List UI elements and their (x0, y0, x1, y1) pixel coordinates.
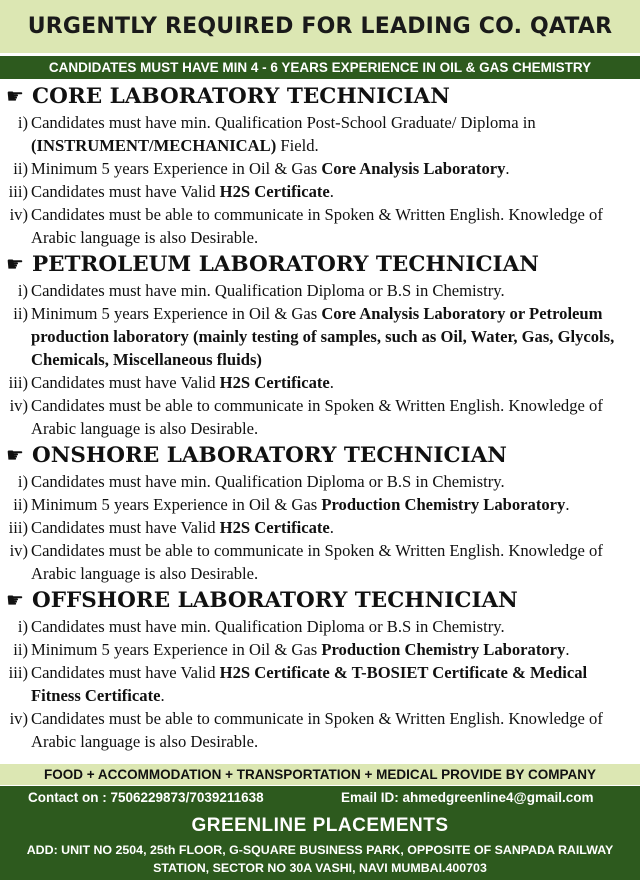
pointing-hand-icon: ☛ (6, 84, 24, 108)
list-item (0, 493, 640, 516)
item-text (31, 661, 640, 707)
item-text-part: Candidates must have Valid (31, 663, 220, 682)
item-number: iv) (9, 709, 28, 728)
item-text-part: . (565, 640, 570, 659)
item-emphasis: H2S Certificate & T-BOSIET Certificate & Medical Fitness Certificate (31, 663, 588, 705)
item-text (31, 707, 640, 753)
item-number: ii) (13, 304, 28, 323)
item-text-part: . (329, 373, 334, 392)
list-item (0, 279, 640, 302)
item-text (31, 516, 640, 539)
item-text (31, 638, 640, 661)
item-text (31, 180, 640, 203)
item-text-part: Candidates must have Valid (31, 373, 220, 392)
item-text-part: Field. (276, 136, 319, 155)
item-emphasis: Production Chemistry Laboratory (321, 495, 566, 514)
requirement-banner: CANDIDATES MUST HAVE MIN 4 - 6 YEARS EXPERIENCE IN OIL & GAS CHEMISTRY (0, 56, 640, 79)
item-text (31, 111, 640, 157)
item-text (31, 470, 640, 493)
pointing-hand-icon: ☛ (6, 443, 24, 467)
item-text (31, 203, 640, 249)
list-item (0, 157, 640, 180)
item-text (31, 279, 640, 302)
section-heading (6, 440, 640, 470)
list-item (0, 302, 640, 371)
list-item (0, 707, 640, 753)
item-emphasis: Core Analysis Laboratory or Petroleum production laboratory (mainly testing of samples, such as Oil, Water, Gas, Glycols, Chemicals, Miscellaneous fluids) (31, 304, 615, 369)
item-number: i) (17, 281, 28, 300)
item-text-part: Minimum 5 years Experience in Oil & Gas (31, 159, 322, 178)
item-number: ii) (13, 495, 28, 514)
item-text-part: . (329, 518, 334, 537)
pointing-hand-icon: ☛ (6, 588, 24, 612)
item-text (31, 615, 640, 638)
section-title: CORE LABORATORY TECHNICIAN (32, 83, 450, 109)
item-text-part: Candidates must be able to communicate in Spoken & Written English. Knowledge of Arabic language is also Desirable. (31, 709, 603, 751)
list-item (0, 615, 640, 638)
item-text-part: Candidates must have min. Qualification Diploma or B.S in Chemistry. (31, 617, 505, 636)
item-number: iii) (8, 663, 28, 682)
item-text-part: Candidates must have Valid (31, 182, 220, 201)
item-emphasis: Core Analysis Laboratory (321, 159, 506, 178)
item-number: ii) (13, 640, 28, 659)
item-number: iv) (9, 205, 28, 224)
benefits-banner: FOOD + ACCOMMODATION + TRANSPORTATION + MEDICAL PROVIDE BY COMPANY (0, 764, 640, 785)
job-section (0, 81, 640, 249)
item-text (31, 371, 640, 394)
item-text-part: Candidates must have Valid (31, 518, 220, 537)
item-text-part: . (160, 686, 165, 705)
list-item (0, 661, 640, 707)
section-heading (6, 249, 640, 279)
item-text-part: Candidates must have min. Qualification Diploma or B.S in Chemistry. (31, 472, 505, 491)
item-text-part: Candidates must have min. Qualification Post-School Graduate/ Diploma in (31, 113, 536, 132)
section-title: PETROLEUM LABORATORY TECHNICIAN (32, 251, 539, 277)
section-heading (6, 81, 640, 111)
list-item (0, 111, 640, 157)
item-text-part: . (565, 495, 570, 514)
list-item (0, 371, 640, 394)
item-number: iv) (9, 396, 28, 415)
item-number: i) (17, 113, 28, 132)
company-address: ADD: UNIT NO 2504, 25th FLOOR, G-SQUARE BUSINESS PARK, OPPOSITE OF SANPADA RAILWAY STATION, SECTOR NO 30A VASHI, NAVI MUMBAI.400703 (26, 843, 614, 875)
item-number: ii) (13, 159, 28, 178)
list-item (0, 203, 640, 249)
list-item (0, 180, 640, 203)
contact-phone: Contact on : 7506229873/7039211638 (28, 789, 264, 805)
item-emphasis: (INSTRUMENT/MECHANICAL) (31, 136, 277, 155)
item-number: i) (17, 617, 28, 636)
company-name: GREENLINE PLACEMENTS (191, 815, 449, 836)
list-item (0, 516, 640, 539)
pointing-hand-icon: ☛ (6, 252, 24, 276)
item-number: iii) (8, 518, 28, 537)
job-section (0, 585, 640, 753)
item-text-part: Minimum 5 years Experience in Oil & Gas (31, 304, 322, 323)
item-text (31, 157, 640, 180)
item-text (31, 394, 640, 440)
item-number: iii) (8, 373, 28, 392)
list-item (0, 394, 640, 440)
item-text-part: Minimum 5 years Experience in Oil & Gas (31, 495, 322, 514)
company-footer (0, 808, 640, 880)
item-emphasis: Production Chemistry Laboratory (321, 640, 566, 659)
page-title: URGENTLY REQUIRED FOR LEADING CO. QATAR (0, 0, 640, 53)
item-text-part: Candidates must be able to communicate in Spoken & Written English. Knowledge of Arabic language is also Desirable. (31, 205, 603, 247)
item-emphasis: H2S Certificate (219, 373, 330, 392)
item-text-part: Candidates must be able to communicate in Spoken & Written English. Knowledge of Arabic language is also Desirable. (31, 541, 603, 583)
section-title: OFFSHORE LABORATORY TECHNICIAN (32, 587, 518, 613)
item-emphasis: H2S Certificate (219, 182, 330, 201)
list-item (0, 470, 640, 493)
job-section (0, 249, 640, 440)
item-text-part: . (329, 182, 334, 201)
item-number: iii) (8, 182, 28, 201)
item-text-part: . (505, 159, 510, 178)
item-text (31, 539, 640, 585)
item-number: iv) (9, 541, 28, 560)
item-text (31, 302, 640, 371)
job-sections (0, 81, 640, 761)
item-text-part: Minimum 5 years Experience in Oil & Gas (31, 640, 322, 659)
item-text (31, 493, 640, 516)
list-item (0, 638, 640, 661)
contact-bar (0, 786, 640, 808)
section-heading (6, 585, 640, 615)
item-text-part: Candidates must be able to communicate in Spoken & Written English. Knowledge of Arabic language is also Desirable. (31, 396, 603, 438)
contact-email: Email ID: ahmedgreenline4@gmail.com (341, 789, 594, 805)
list-item (0, 539, 640, 585)
item-number: i) (17, 472, 28, 491)
item-text-part: Candidates must have min. Qualification Diploma or B.S in Chemistry. (31, 281, 505, 300)
item-emphasis: H2S Certificate (219, 518, 330, 537)
job-section (0, 440, 640, 585)
section-title: ONSHORE LABORATORY TECHNICIAN (32, 442, 507, 468)
